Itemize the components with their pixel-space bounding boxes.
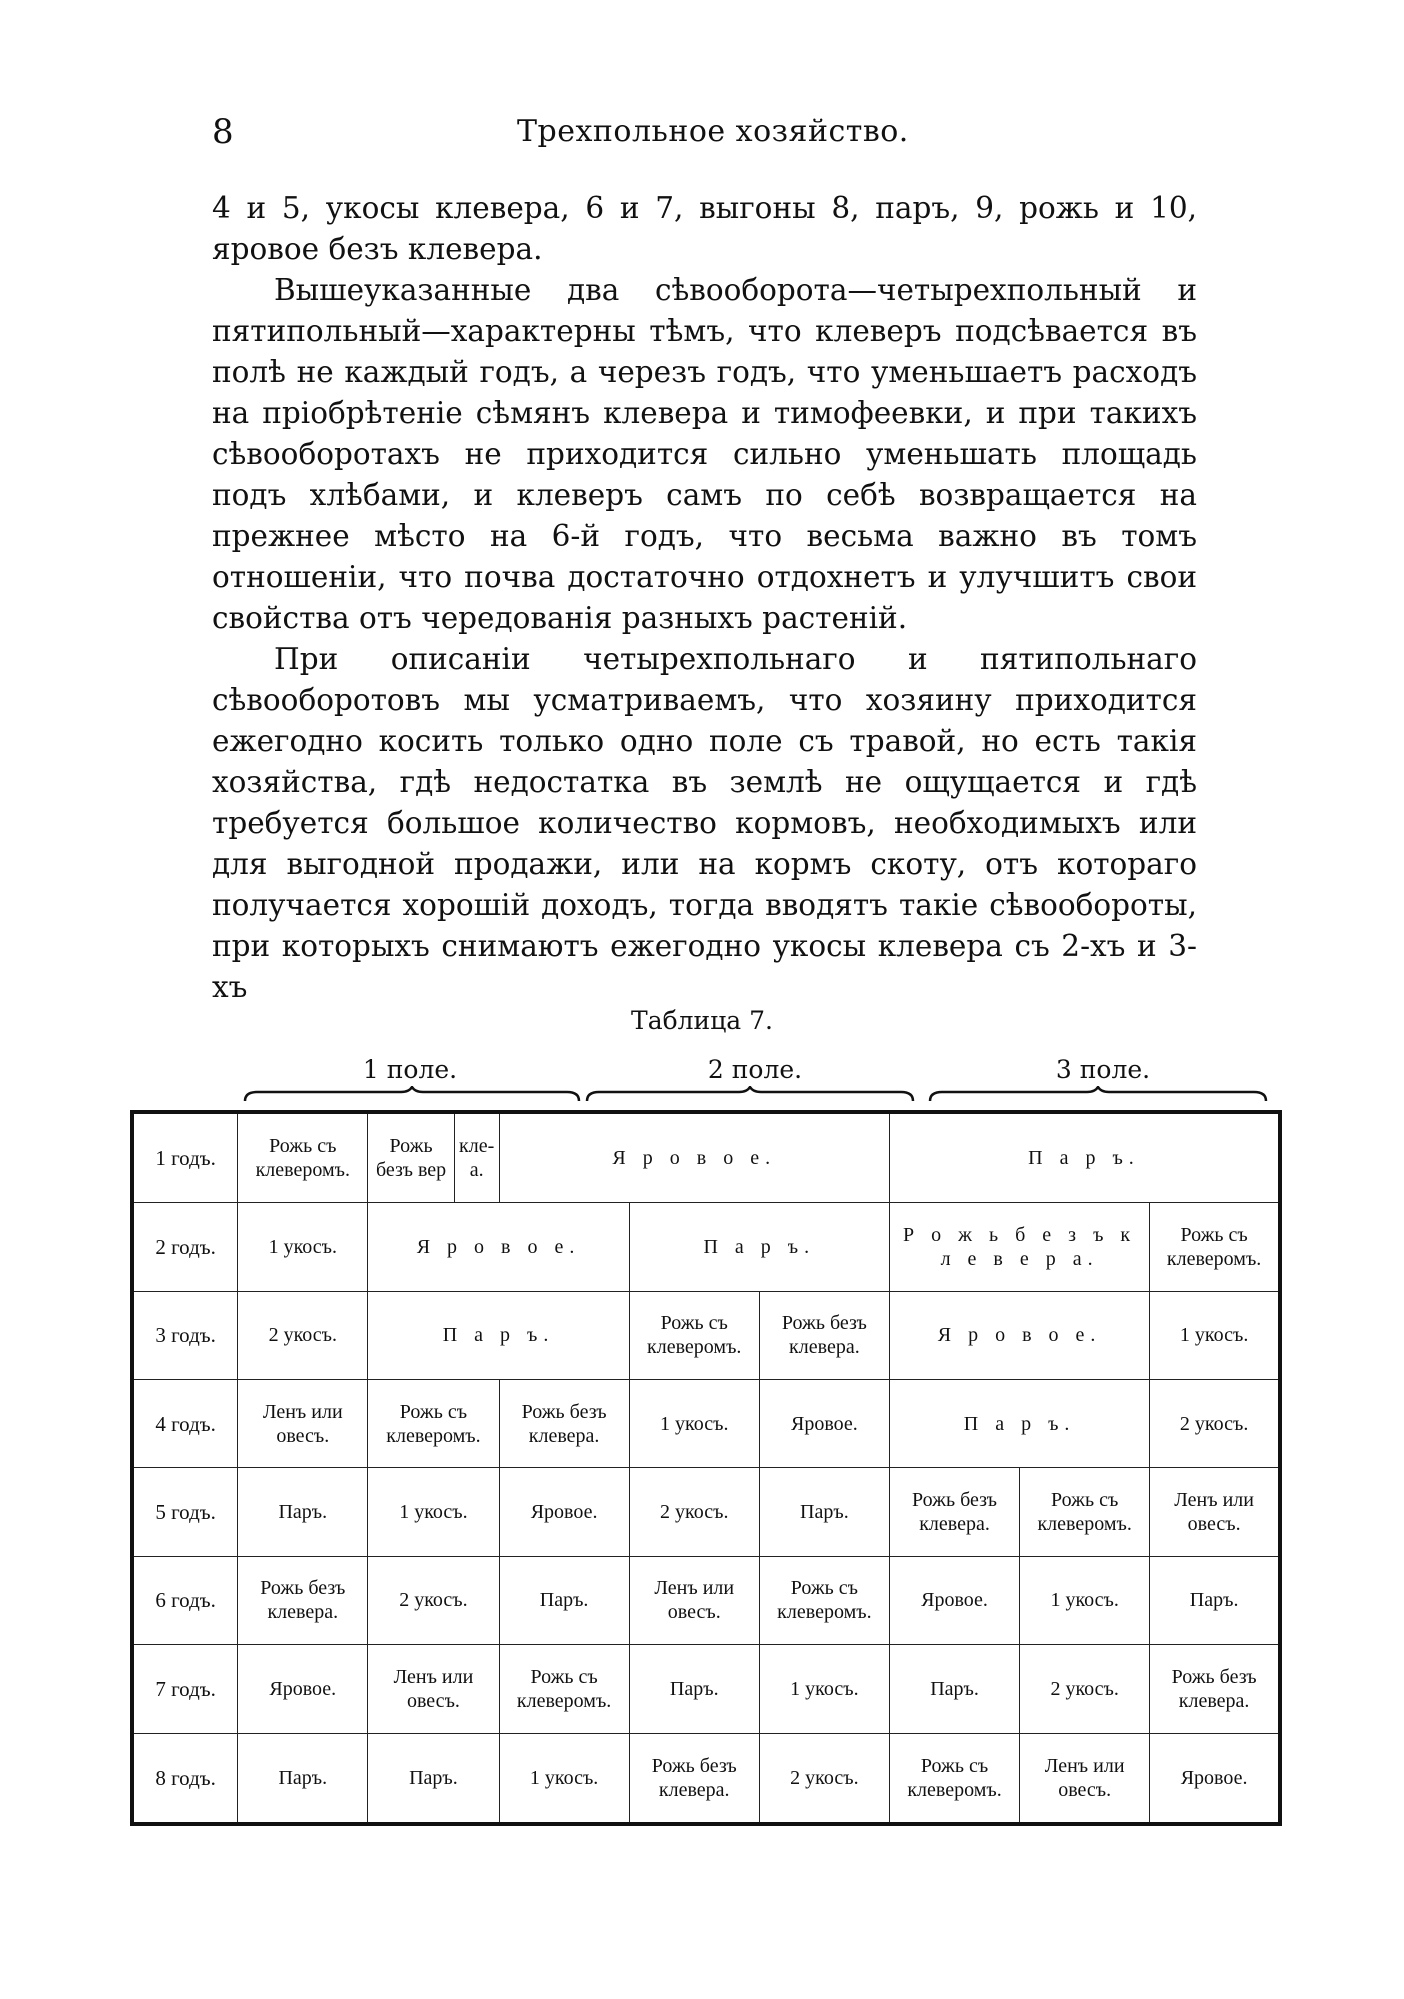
table-cell: Паръ. xyxy=(238,1468,368,1556)
table-cell: Паръ. xyxy=(238,1733,368,1824)
body-text xyxy=(212,188,1197,1008)
year-cell: 3 годъ. xyxy=(132,1291,238,1379)
table-cell: 1 укосъ. xyxy=(368,1468,499,1556)
table-cell: Ленъ или овесъ. xyxy=(1020,1733,1150,1824)
table-cell: 2 укосъ. xyxy=(629,1468,759,1556)
table-cell: Рожь безъ клевера. xyxy=(889,1468,1019,1556)
year-cell: 6 годъ. xyxy=(132,1556,238,1644)
table-cell: Паръ. xyxy=(889,1645,1019,1733)
table-cell: П а р ъ. xyxy=(629,1203,889,1291)
table-cell: Я р о в о е. xyxy=(368,1203,629,1291)
page-header xyxy=(0,112,1404,156)
table-cell: Рожь безъ клевера. xyxy=(629,1733,759,1824)
crop-rotation-table xyxy=(130,1110,1282,1826)
table-cell: Я р о в о е. xyxy=(889,1291,1149,1379)
table-cell: Рожь съ клеверомъ. xyxy=(629,1291,759,1379)
paragraph: 4 и 5, укосы клевера, 6 и 7, выгоны 8, паръ, 9, рожь и 10, яровое безъ клевера. xyxy=(212,191,1197,266)
field-label-2: 2 поле. xyxy=(707,1055,803,1084)
table-cell: 2 укосъ. xyxy=(238,1291,368,1379)
table-cell: Ленъ или овесъ. xyxy=(238,1380,368,1468)
table-caption: Таблица 7. xyxy=(631,1006,773,1035)
table-cell: Яровое. xyxy=(238,1645,368,1733)
table-cell: П а р ъ. xyxy=(889,1112,1280,1203)
table-cell: 1 укосъ. xyxy=(499,1733,629,1824)
year-cell: 5 годъ. xyxy=(132,1468,238,1556)
table-cell: 2 укосъ. xyxy=(759,1733,889,1824)
table-cell: Рожь съ клеверомъ. xyxy=(499,1645,629,1733)
table-cell: кле- а. xyxy=(454,1112,499,1203)
table-cell: Яровое. xyxy=(759,1380,889,1468)
table-cell: Рожь съ клеверомъ. xyxy=(368,1380,499,1468)
table-cell: П а р ъ. xyxy=(889,1380,1149,1468)
table-cell: 2 укосъ. xyxy=(1020,1645,1150,1733)
table-cell: Паръ. xyxy=(629,1645,759,1733)
table-cell: 1 укосъ. xyxy=(629,1380,759,1468)
table-cell: Рожь съ клеверомъ. xyxy=(1150,1203,1280,1291)
table-cell: Я р о в о е. xyxy=(499,1112,889,1203)
table-row xyxy=(132,1291,1280,1379)
table-cell: Паръ. xyxy=(1150,1556,1280,1644)
table-cell: Рожь съ клеверомъ. xyxy=(889,1733,1019,1824)
year-cell: 2 годъ. xyxy=(132,1203,238,1291)
year-cell: 4 годъ. xyxy=(132,1380,238,1468)
table-cell: Ленъ или овесъ. xyxy=(368,1645,499,1733)
table-row xyxy=(132,1556,1280,1644)
table-cell: Паръ. xyxy=(368,1733,499,1824)
table-cell: 1 укосъ. xyxy=(238,1203,368,1291)
table-cell: 1 укосъ. xyxy=(1150,1291,1280,1379)
year-cell: 7 годъ. xyxy=(132,1645,238,1733)
table-row xyxy=(132,1733,1280,1824)
table-cell: Ленъ или овесъ. xyxy=(1150,1468,1280,1556)
field-brace-2 xyxy=(585,1086,915,1104)
table-cell: Рожь безъ клевера. xyxy=(759,1291,889,1379)
table-row xyxy=(132,1645,1280,1733)
page-number: 8 xyxy=(212,112,234,152)
table-cell: Рожь съ клеверомъ. xyxy=(759,1556,889,1644)
table-cell: Паръ. xyxy=(499,1556,629,1644)
field-brace-1 xyxy=(243,1086,581,1104)
table-cell: Рожь безъ вер xyxy=(368,1112,454,1203)
table-cell: Рожь безъ клевера. xyxy=(499,1380,629,1468)
table-cell: 2 укосъ. xyxy=(1150,1380,1280,1468)
field-label-3: 3 поле. xyxy=(1055,1055,1151,1084)
table-cell: Ленъ или овесъ. xyxy=(629,1556,759,1644)
table-cell: 1 укосъ. xyxy=(759,1645,889,1733)
table-row xyxy=(132,1112,1280,1203)
table-cell: Яровое. xyxy=(1150,1733,1280,1824)
table-cell: Р о ж ь б е з ъ к л е в е р а. xyxy=(889,1203,1149,1291)
field-brace-3 xyxy=(928,1086,1268,1104)
table-cell: 2 укосъ. xyxy=(368,1556,499,1644)
table-cell: Рожь безъ клевера. xyxy=(1150,1645,1280,1733)
table-cell: 1 укосъ. xyxy=(1020,1556,1150,1644)
table-cell: Рожь съ клеверомъ. xyxy=(238,1112,368,1203)
running-title: Трехпольное хозяйство. xyxy=(517,114,909,149)
year-cell: 8 годъ. xyxy=(132,1733,238,1824)
paragraph: При описаніи четырехпольнаго и пятипольнаго сѣвооборотовъ мы усматриваемъ, что хозяину приходится ежегодно косить только одно поле съ травой, но есть такія хозяйства, гдѣ недостатка въ землѣ не ощущается и гдѣ требуется большое количество кормовъ, необходимыхъ или для выгодной продажи, или на кормъ скоту, отъ котораго получается хорошій доходъ, тогда вводятъ такіе сѣвообороты, при которыхъ снимаютъ ежегодно укосы клевера съ 2-хъ и 3-хъ xyxy=(212,642,1197,1004)
table-cell: Рожь безъ клевера. xyxy=(238,1556,368,1644)
year-cell: 1 годъ. xyxy=(132,1112,238,1203)
table-cell: Рожь съ клеверомъ. xyxy=(1020,1468,1150,1556)
table-row xyxy=(132,1380,1280,1468)
paragraph: Вышеуказанные два сѣвооборота—четырехпольный и пятипольный—характерны тѣмъ, что клеверъ подсѣвается въ полѣ не каждый годъ, а черезъ годъ, что уменьшаетъ расходъ на пріобрѣтеніе сѣмянъ клевера и тимофеевки, и при такихъ сѣвооборотахъ не приходится сильно уменьшать площадь подъ хлѣбами, и клеверъ самъ по себѣ возвращается на прежнее мѣсто на 6-й годъ, что весьма важно въ томъ отношеніи, что почва достаточно отдохнетъ и улучшитъ свои свойства отъ чередованія разныхъ растеній. xyxy=(212,273,1197,635)
field-label-1: 1 поле. xyxy=(362,1055,458,1084)
table-cell: Яровое. xyxy=(889,1556,1019,1644)
table-cell: Паръ. xyxy=(759,1468,889,1556)
table-cell: Яровое. xyxy=(499,1468,629,1556)
table-cell: П а р ъ. xyxy=(368,1291,629,1379)
table-row xyxy=(132,1468,1280,1556)
table-row xyxy=(132,1203,1280,1291)
